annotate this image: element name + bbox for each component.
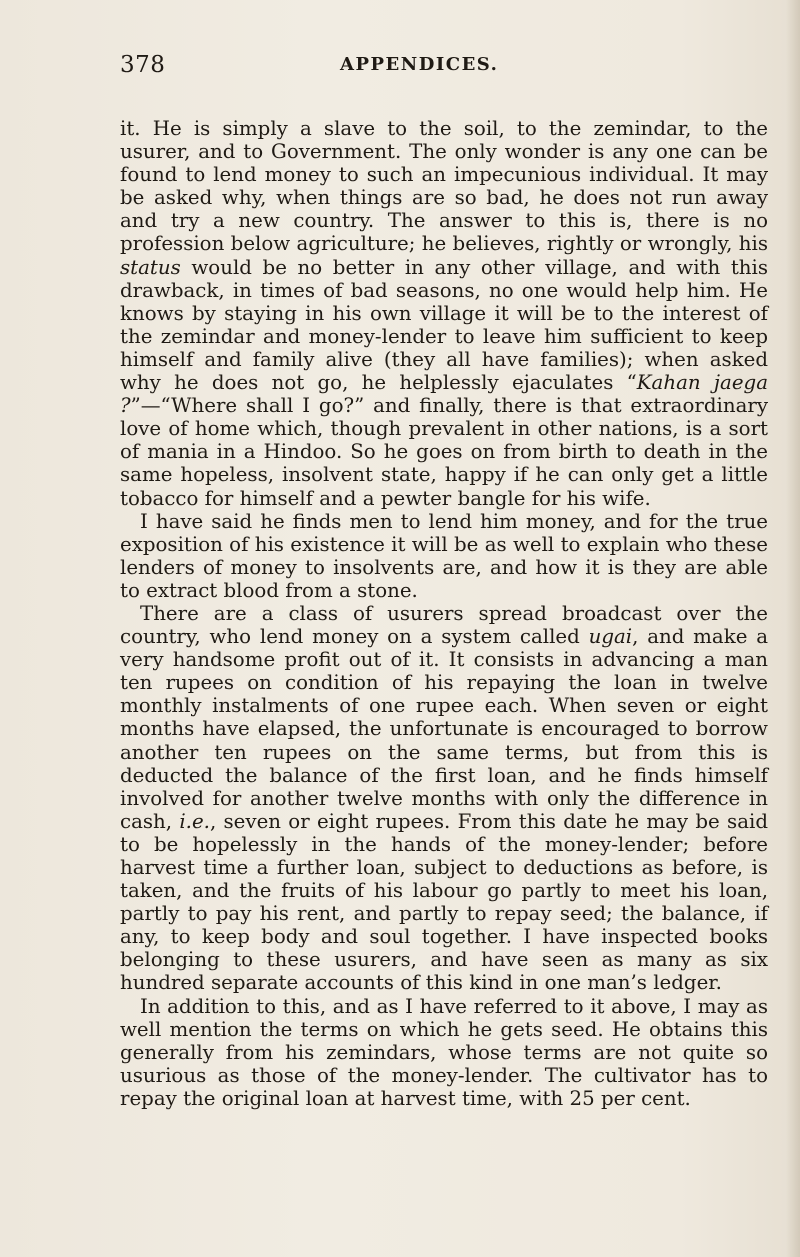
paragraph: it. He is simply a slave to the soil, to the zemindar, to the usurer, and to Government. The only wonder is any one can be found to lend money to such an impecunious individual. It may be asked why, when things are so bad, he does not run away and try a new country. The answer to this is, there is no profession below agriculture; he believes, rightly or wrongly, his status would be no better in any other village, and with this drawback, in times of bad seasons, no one would help him. He knows by staying in his own village it will be to the interest of the zemindar and money-lender to leave him sufficient to keep himself and family alive (they all have families); when asked why he does not go, he helplessly ejaculates “Kahan jaega ?”—“Where shall I go?” and finally, there is that extraordinary love of home which, though prevalent in other nations, is a sort of mania in a Hindoo. So he goes on from birth to death in the same hopeless, insolvent state, happy if he can only get a little tobacco for himself and a pewter bangle for his wife. bbox=[120, 117, 768, 510]
italic-term: ugai bbox=[588, 625, 633, 649]
page-edge-shadow bbox=[786, 0, 800, 1257]
paragraph: I have said he finds men to lend him money, and for the true exposition of his existence it will be as well to explain who these lenders of money to insolvents are, and how it is they are able to extract blood from a stone. bbox=[120, 509, 768, 602]
paragraph: There are a class of usurers spread broadcast over the country, who lend money on a system called ugai, and make a very handsome profit out of it. It consists in advancing a man ten rupees on condition of his repaying the loan in twelve monthly instalments of one rupee each. When seven or eight months have elapsed, the unfortunate is encouraged to borrow another ten rupees on the same terms, but from this is deducted the balance of the first loan, and he finds himself involved for another twelve months with only the difference in cash, i.e., seven or eight rupees. From this date he may be said to be hopelessly in the hands of the money-lender; before harvest time a further loan, subject to deductions as before, is taken, and the fruits of his labour go partly to meet his loan, partly to pay his rent, and partly to repay seed; the balance, if any, to keep body and soul together. I have inspected books belonging to these usurers, and have seen as many as six hundred separate accounts of this kind in one man’s ledger. bbox=[120, 601, 769, 995]
italic-term: status bbox=[120, 255, 181, 279]
page-number: 378 bbox=[120, 52, 166, 78]
italic-quote: Kahan jaega ? bbox=[120, 371, 768, 418]
page-header bbox=[120, 52, 760, 84]
paragraph: In addition to this, and as I have referred to it above, I may as well mention the terms on which he gets seed. He obtains this generally from his zemindars, whose terms are not quite so usurious as those of the money-lender. The cultivator has to repay the original loan at harvest time, with 25 per cent. bbox=[120, 994, 768, 1110]
running-title: APPENDICES. bbox=[340, 54, 499, 75]
body-text bbox=[120, 117, 768, 1110]
italic-abbreviation: i.e. bbox=[179, 809, 210, 833]
